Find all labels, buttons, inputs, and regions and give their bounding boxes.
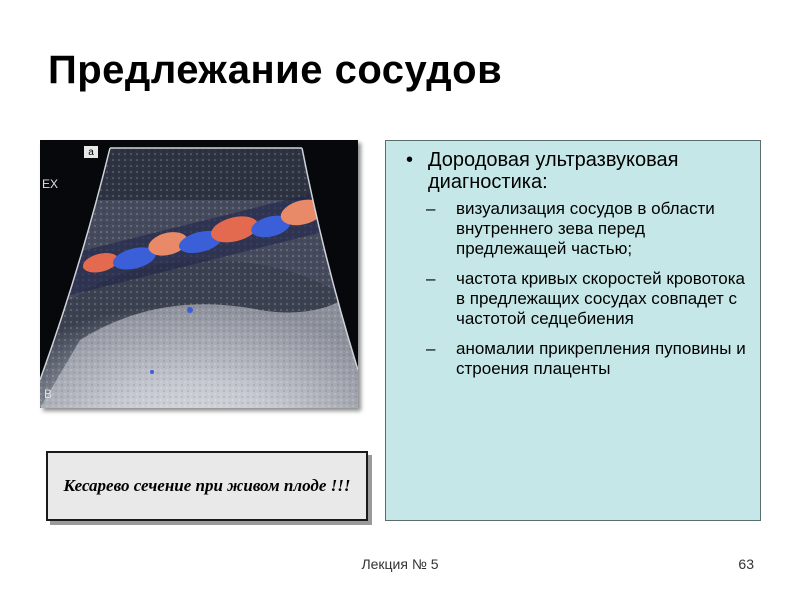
- slide-title: Предлежание сосудов: [48, 48, 503, 92]
- ultrasound-image: [40, 140, 358, 408]
- sub-bullet-text: аномалии прикрепления пуповины и строения плаценты: [456, 339, 746, 378]
- note-box: [46, 451, 368, 521]
- sub-bullet-item: [422, 269, 746, 329]
- note-text: Кесарево сечение при живом плоде !!!: [63, 476, 351, 495]
- sub-bullet-text: визуализация сосудов в области внутреннего зева перед предлежащей частью;: [456, 199, 715, 258]
- dash-icon: –: [426, 199, 436, 218]
- sub-bullet-text: частота кривых скоростей кровотока в предлежащих сосудах совпадет с частотой седцебиения: [456, 269, 745, 328]
- dash-icon: –: [426, 339, 436, 358]
- content-panel: [385, 140, 761, 521]
- bullet-list: [400, 149, 746, 379]
- footer-lecture: Лекция № 5: [361, 556, 439, 572]
- bullet-item: [400, 149, 746, 379]
- sub-bullet-list: [428, 199, 746, 379]
- dash-icon: –: [426, 269, 436, 288]
- image-side-label: EX: [42, 177, 59, 191]
- sub-bullet-item: [422, 339, 746, 379]
- image-corner-label: a: [88, 147, 94, 158]
- bullet-text: Дородовая ультразвуковая диагностика:: [428, 149, 679, 193]
- page-number: 63: [738, 556, 754, 572]
- sub-bullet-item: [422, 199, 746, 259]
- bullet-dot-icon: •: [406, 149, 414, 171]
- image-bottom-label: B: [44, 387, 53, 401]
